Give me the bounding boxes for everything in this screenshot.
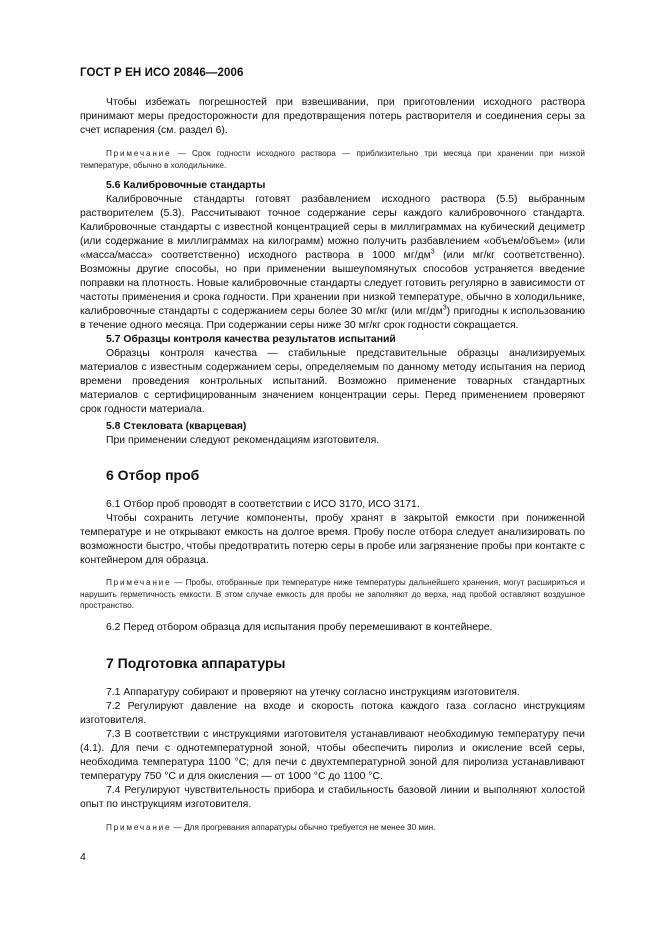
note-text: — Для прогревания аппаратуры обычно требуется не менее 30 мин. bbox=[171, 822, 436, 832]
section-title-6: 6 Отбор проб bbox=[106, 467, 200, 483]
section-title-7: 7 Подготовка аппаратуры bbox=[106, 654, 286, 671]
note-stock-shelf-life bbox=[80, 148, 585, 171]
paragraph-7-4: 7.4 Регулируют чувствительность прибора и стабильность базовой линии и выполняют холостой опыт по инструкциям изготовителя. bbox=[80, 784, 585, 810]
paragraph-7-3: 7.3 В соответствии с инструкциями изготовителя устанавливают необходимую температуру печи (4.1). Для печи с однотемпературной зоной, чтобы обеспечить пиролиз и окисление всей серы, необходима температура 1100 °С; для печи с двухтемпературной зоной для пиролиза устанавливают температуру 750 °С и для окисления — от 1000 °С до 1100 °С. bbox=[80, 728, 585, 782]
paragraph-glass-wool: При применении следуют рекомендациям изготовителя. bbox=[106, 435, 380, 446]
paragraph-6-1: 6.1 Отбор проб проводят в соответствии с ИСО 3170, ИСО 3171. bbox=[106, 499, 420, 510]
document-header: ГОСТ Р ЕН ИСО 20846—2006 bbox=[80, 67, 244, 79]
note-label: Примечание bbox=[106, 578, 172, 587]
paragraph-7-2: 7.2 Регулируют давление на входе и скорость потока каждого газа согласно инструкциям изготовителя. bbox=[80, 700, 585, 726]
note-text: — Пробы, отобранные при температуре ниже температуры дальнейшего хранения, могут расшириться и нарушить герметичность емкости. В этом случае емкость для пробы не заполняют до верха, над пробой оставляют воздушное пространство. bbox=[80, 578, 585, 610]
superscript-3b: 3 bbox=[442, 304, 447, 312]
paragraph-6-2: 6.2 Перед отбором образца для испытания пробу перемешивают в контейнере. bbox=[106, 621, 493, 633]
text-part-b: (или мг/кг соответственно). Возможны другие способы, но при применении вышеупомянутых способов устраняется введение поправки на плотность. Новые калибровочные стандарты следует готовить регулярно в зависимости от частоты применения и срока годности. При хранении при низкой температуре, обычно в холодильнике, калибровочные стандарты с содержанием серы более 30 мг/кг (или мг/дм bbox=[80, 250, 585, 317]
subsection-title-5-8: 5.8 Стекловата (кварцевая) bbox=[106, 421, 247, 432]
note-label: Примечание bbox=[106, 149, 172, 158]
paragraph-stock-solution: Чтобы избежать погрешностей при взвешивании, при приготовлении исходного раствора принимают меры предосторожности для предотвращения потерь растворителя и соединения серы за счет испарения (см. раздел 6). bbox=[80, 97, 585, 136]
note-warmup bbox=[80, 822, 585, 834]
note-text: — Срок годности исходного раствора — приблизительно три месяца при хранении при низкой температуре, обычно в холодильнике. bbox=[80, 149, 585, 170]
text-part-a: Калибровочные стандарты готовят разбавлением исходного раствора (5.5) выбранным растворителем (5.3). Рассчитывают точное содержание серы каждого калибровочного стандарта. Калибровочные стандарты с известной концентрацией серы в миллиграммах на кубический дециметр (или содержание в миллиграммах на килограмм) можно получить разбавлением «объем/объем» (или «масса/масса» соответственно) исходного раствора в 1000 мг/дм bbox=[80, 194, 585, 261]
text-part-c: ) пригодны к использованию в течение одного месяца. При содержании серы ниже 30 мг/кг срок годности сокращается. bbox=[80, 306, 586, 331]
paragraph-qc-samples: Образцы контроля качества — стабильные представительные образцы анализируемых материалов с известным содержанием серы, определяемым по данному методу испытания на период времени проведения контрольных испытаний. Возможно применение товарных стандартных материалов с сертифицированным значением концентрации серы. Перед применением проверяют срок годности материала. bbox=[80, 348, 585, 415]
page-number: 4 bbox=[80, 851, 86, 863]
document-body bbox=[80, 96, 585, 833]
subsection-title-5-7: 5.7 Образцы контроля качества результатов испытаний bbox=[106, 334, 396, 345]
note-sample-expansion bbox=[80, 577, 585, 612]
note-label: Примечание bbox=[106, 822, 172, 832]
paragraph-7-1: 7.1 Аппаратуру собирают и проверяют на утечку согласно инструкциям изготовителя. bbox=[106, 686, 520, 698]
paragraph-calibration-standards bbox=[80, 193, 585, 333]
paragraph-6-1-storage: Чтобы сохранить летучие компоненты, пробу хранят в закрытой емкости при пониженной температуре и не открывают емкость на долгое время. Пробу после отбора следует анализировать по возможности быстро, чтобы предотвратить потерю серы в пробе или загрязнение пробы при контакте с контейнером для образца. bbox=[80, 513, 585, 566]
superscript-3: 3 bbox=[430, 248, 435, 256]
subsection-title-5-6: 5.6 Калибровочные стандарты bbox=[106, 180, 266, 191]
